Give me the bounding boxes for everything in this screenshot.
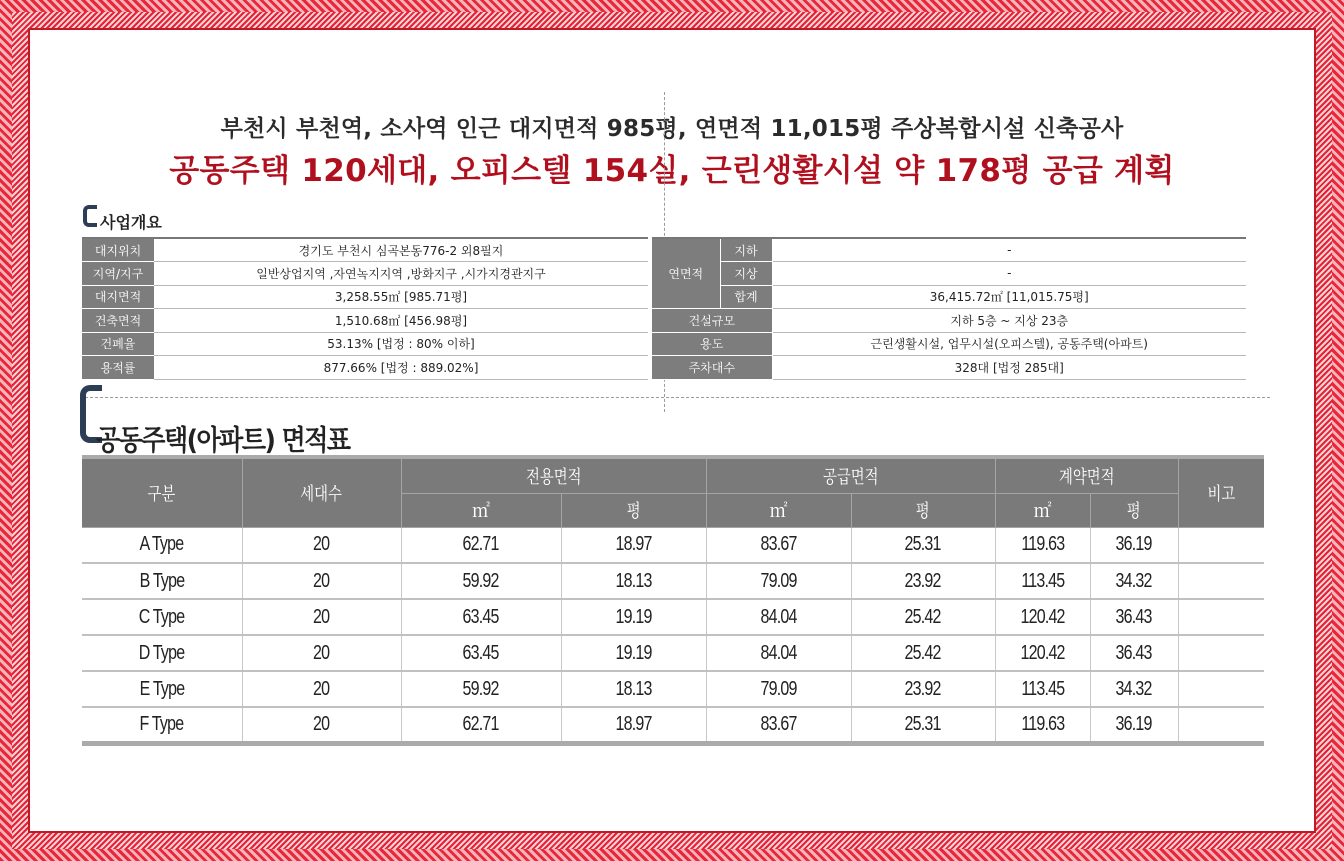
cell-exclusive-pyeong: 19.19 [561, 599, 706, 635]
overview-label: 건폐율 [82, 332, 154, 356]
cell-contract-sqm: 113.45 [995, 563, 1090, 599]
cell-exclusive-pyeong: 18.13 [561, 671, 706, 707]
overview-label: 대지면적 [82, 285, 154, 309]
table-row [82, 635, 1264, 671]
header-units: 세대수 [242, 457, 401, 527]
overview-row [652, 285, 1246, 309]
cell-type: C Type [82, 599, 242, 635]
overview-row [82, 285, 648, 309]
overview-row [82, 238, 648, 262]
cell-supply-pyeong: 25.42 [851, 599, 995, 635]
header-sqm: ㎡ [401, 493, 561, 527]
overview-row [82, 262, 648, 286]
header-type: 구분 [82, 457, 242, 527]
overview-value: 근린생활시설, 업무시설(오피스텔), 공동주택(아파트) [772, 332, 1246, 356]
cell-exclusive-pyeong: 18.97 [561, 707, 706, 743]
cell-supply-sqm: 83.67 [706, 527, 851, 563]
table-row [82, 563, 1264, 599]
cell-supply-pyeong: 23.92 [851, 563, 995, 599]
cell-note [1178, 563, 1264, 599]
overview-value: 지하 5층 ~ 지상 23층 [772, 309, 1246, 333]
cell-units: 20 [242, 599, 401, 635]
header-pyeong: 평 [1090, 493, 1178, 527]
table-row [82, 707, 1264, 743]
cell-exclusive-sqm: 62.71 [401, 707, 561, 743]
overview-label: 주차대수 [652, 356, 772, 380]
overview-row [82, 356, 648, 380]
floor-area-label: 연면적 [652, 238, 720, 309]
cell-contract-pyeong: 34.32 [1090, 563, 1178, 599]
cell-type: D Type [82, 635, 242, 671]
cell-exclusive-sqm: 63.45 [401, 599, 561, 635]
cell-note [1178, 707, 1264, 743]
cell-contract-sqm: 113.45 [995, 671, 1090, 707]
overview-value: 1,510.68㎡ [456.98평] [154, 309, 648, 333]
cell-supply-pyeong: 25.31 [851, 527, 995, 563]
header-sqm: ㎡ [706, 493, 851, 527]
cell-units: 20 [242, 707, 401, 743]
headline-title: 공동주택 120세대, 오피스텔 154실, 근린생활시설 약 178평 공급 계획 [169, 153, 1175, 189]
header-sqm: ㎡ [995, 493, 1090, 527]
overview-label: 합계 [720, 285, 772, 309]
cell-note [1178, 599, 1264, 635]
cell-contract-pyeong: 34.32 [1090, 671, 1178, 707]
overview-section-title: 사업개요 [100, 213, 162, 232]
cell-units: 20 [242, 635, 401, 671]
overview-label: 용도 [652, 332, 772, 356]
cell-supply-pyeong: 25.31 [851, 707, 995, 743]
cell-contract-pyeong: 36.43 [1090, 635, 1178, 671]
bracket-icon [83, 205, 97, 227]
header-pyeong: 평 [851, 493, 995, 527]
overview-row [82, 309, 648, 333]
overview-table-right [652, 237, 1246, 380]
cell-exclusive-sqm: 62.71 [401, 527, 561, 563]
overview-row [82, 332, 648, 356]
area-table-section-title: 공동주택(아파트) 면적표 [96, 423, 350, 457]
cell-units: 20 [242, 527, 401, 563]
overview-row [652, 332, 1246, 356]
overview-label: 대지위치 [82, 238, 154, 262]
cell-type: A Type [82, 527, 242, 563]
overview-table-left [82, 237, 648, 380]
header-exclusive-area: 전용면적 [401, 457, 706, 493]
overview-value: - [772, 238, 1246, 262]
cell-type: E Type [82, 671, 242, 707]
overview-label: 지역/지구 [82, 262, 154, 286]
cell-units: 20 [242, 671, 401, 707]
cell-supply-sqm: 79.09 [706, 671, 851, 707]
area-table [82, 455, 1264, 746]
header-supply-area: 공급면적 [706, 457, 995, 493]
table-row [82, 527, 1264, 563]
cell-type: F Type [82, 707, 242, 743]
cell-contract-sqm: 119.63 [995, 707, 1090, 743]
overview-value: 일반상업지역 ,자연녹지지역 ,방화지구 ,시가지경관지구 [154, 262, 648, 286]
cell-note [1178, 671, 1264, 707]
cell-exclusive-sqm: 59.92 [401, 563, 561, 599]
overview-row [652, 238, 1246, 262]
cell-contract-sqm: 120.42 [995, 599, 1090, 635]
headline-subtitle: 부천시 부천역, 소사역 인근 대지면적 985평, 연면적 11,015평 주상복합시설 신축공사 [220, 116, 1124, 142]
overview-label: 용적률 [82, 356, 154, 380]
overview-row [652, 262, 1246, 286]
cell-supply-pyeong: 23.92 [851, 671, 995, 707]
cell-note [1178, 635, 1264, 671]
overview-label: 지상 [720, 262, 772, 286]
cell-note [1178, 527, 1264, 563]
overview-value: 53.13% [법정 : 80% 이하] [154, 332, 648, 356]
cell-supply-pyeong: 25.42 [851, 635, 995, 671]
cell-exclusive-pyeong: 19.19 [561, 635, 706, 671]
header-pyeong: 평 [561, 493, 706, 527]
overview-value: - [772, 262, 1246, 286]
cell-supply-sqm: 79.09 [706, 563, 851, 599]
header-note: 비고 [1178, 457, 1264, 527]
cell-units: 20 [242, 563, 401, 599]
overview-label: 지하 [720, 238, 772, 262]
cell-contract-pyeong: 36.19 [1090, 527, 1178, 563]
cell-exclusive-sqm: 63.45 [401, 635, 561, 671]
cell-supply-sqm: 84.04 [706, 635, 851, 671]
overview-label: 건설규모 [652, 309, 772, 333]
cell-supply-sqm: 84.04 [706, 599, 851, 635]
cell-exclusive-sqm: 59.92 [401, 671, 561, 707]
cell-contract-sqm: 120.42 [995, 635, 1090, 671]
cell-supply-sqm: 83.67 [706, 707, 851, 743]
overview-row [652, 356, 1246, 380]
overview-value: 경기도 부천시 심곡본동776-2 외8필지 [154, 238, 648, 262]
horizontal-guide-line [80, 397, 1270, 398]
overview-value: 36,415.72㎡ [11,015.75평] [772, 285, 1246, 309]
overview-value: 877.66% [법정 : 889.02%] [154, 356, 648, 380]
overview-value: 3,258.55㎡ [985.71평] [154, 285, 648, 309]
cell-exclusive-pyeong: 18.97 [561, 527, 706, 563]
table-row [82, 671, 1264, 707]
overview-value: 328대 [법정 285대] [772, 356, 1246, 380]
cell-type: B Type [82, 563, 242, 599]
cell-contract-pyeong: 36.43 [1090, 599, 1178, 635]
cell-exclusive-pyeong: 18.13 [561, 563, 706, 599]
overview-row [652, 309, 1246, 333]
table-row [82, 599, 1264, 635]
cell-contract-sqm: 119.63 [995, 527, 1090, 563]
header-contract-area: 계약면적 [995, 457, 1178, 493]
overview-label: 건축면적 [82, 309, 154, 333]
cell-contract-pyeong: 36.19 [1090, 707, 1178, 743]
